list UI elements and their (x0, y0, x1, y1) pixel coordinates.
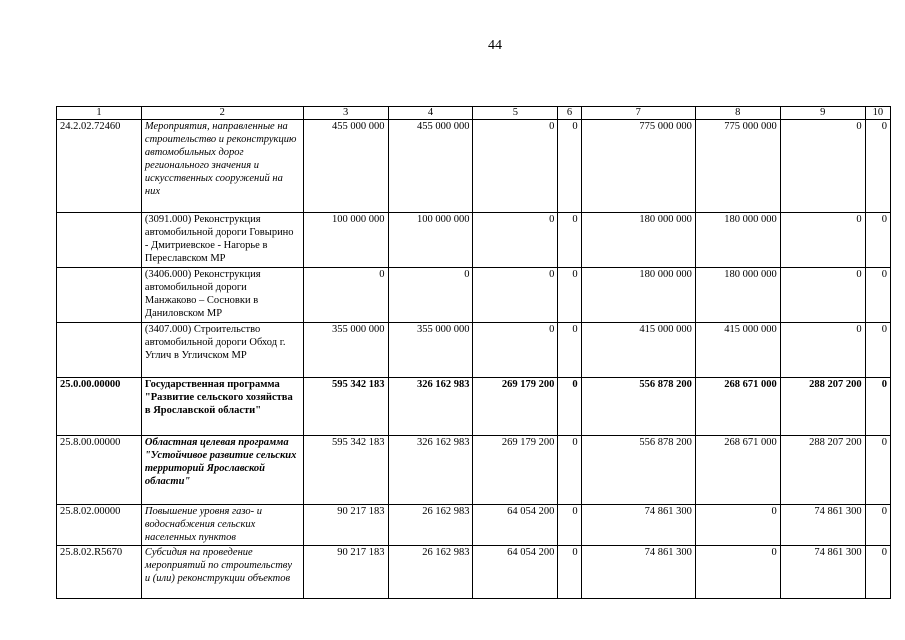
amount-cell: 0 (558, 546, 581, 599)
amount-cell: 64 054 200 (473, 546, 558, 599)
amount-cell: 0 (865, 268, 890, 323)
amount-cell: 0 (865, 120, 890, 213)
budget-code-cell: 25.8.00.00000 (57, 436, 142, 505)
amount-cell: 0 (865, 505, 890, 546)
amount-cell: 415 000 000 (695, 323, 780, 378)
header-row (57, 107, 891, 120)
amount-cell: 0 (695, 505, 780, 546)
amount-cell: 0 (473, 120, 558, 213)
amount-cell: 0 (558, 505, 581, 546)
item-name-cell: Повышение уровня газо- и водоснабжения сельских населенных пунктов (141, 505, 303, 546)
amount-cell: 0 (780, 213, 865, 268)
item-name-cell: Областная целевая программа "Устойчивое развитие сельских территорий Ярославской области" (141, 436, 303, 505)
column-header: 4 (388, 107, 473, 120)
amount-cell: 64 054 200 (473, 505, 558, 546)
amount-cell: 455 000 000 (303, 120, 388, 213)
amount-cell: 0 (558, 436, 581, 505)
amount-cell: 0 (780, 120, 865, 213)
amount-cell: 74 861 300 (581, 546, 695, 599)
item-name-cell: Государственная программа "Развитие сельского хозяйства в Ярославской области" (141, 378, 303, 436)
amount-cell: 26 162 983 (388, 505, 473, 546)
amount-cell: 0 (695, 546, 780, 599)
amount-cell: 0 (473, 213, 558, 268)
amount-cell: 775 000 000 (581, 120, 695, 213)
amount-cell: 74 861 300 (581, 505, 695, 546)
amount-cell: 74 861 300 (780, 505, 865, 546)
amount-cell: 775 000 000 (695, 120, 780, 213)
budget-code-cell: 25.0.00.00000 (57, 378, 142, 436)
table-row (57, 378, 891, 436)
amount-cell: 269 179 200 (473, 378, 558, 436)
amount-cell: 0 (780, 323, 865, 378)
amount-cell: 455 000 000 (388, 120, 473, 213)
amount-cell: 0 (558, 378, 581, 436)
table-row (57, 505, 891, 546)
amount-cell: 0 (558, 120, 581, 213)
table-row (57, 436, 891, 505)
item-name-cell: Мероприятия, направленные на строительство и реконструкцию автомобильных дорог регионального значения и искусственных сооружений на них (141, 120, 303, 213)
amount-cell: 595 342 183 (303, 436, 388, 505)
amount-cell: 0 (865, 546, 890, 599)
amount-cell: 326 162 983 (388, 436, 473, 505)
amount-cell: 415 000 000 (581, 323, 695, 378)
budget-code-cell (57, 213, 142, 268)
amount-cell: 326 162 983 (388, 378, 473, 436)
amount-cell: 288 207 200 (780, 436, 865, 505)
item-name-cell: (3091.000) Реконструкция автомобильной дороги Говырино - Дмитриевское - Нагорье в Переславском МР (141, 213, 303, 268)
budget-code-cell: 24.2.02.72460 (57, 120, 142, 213)
amount-cell: 355 000 000 (303, 323, 388, 378)
amount-cell: 100 000 000 (388, 213, 473, 268)
amount-cell: 0 (865, 323, 890, 378)
amount-cell: 269 179 200 (473, 436, 558, 505)
table-row (57, 120, 891, 213)
budget-code-cell (57, 323, 142, 378)
column-header: 6 (558, 107, 581, 120)
amount-cell: 0 (865, 378, 890, 436)
amount-cell: 268 671 000 (695, 436, 780, 505)
column-header: 1 (57, 107, 142, 120)
amount-cell: 0 (473, 268, 558, 323)
table-row (57, 268, 891, 323)
amount-cell: 0 (473, 323, 558, 378)
amount-cell: 100 000 000 (303, 213, 388, 268)
amount-cell: 355 000 000 (388, 323, 473, 378)
amount-cell: 0 (865, 436, 890, 505)
amount-cell: 0 (865, 213, 890, 268)
amount-cell: 595 342 183 (303, 378, 388, 436)
amount-cell: 0 (388, 268, 473, 323)
budget-table (56, 106, 891, 599)
budget-code-cell: 25.8.02.00000 (57, 505, 142, 546)
amount-cell: 268 671 000 (695, 378, 780, 436)
amount-cell: 26 162 983 (388, 546, 473, 599)
item-name-cell: (3407.000) Строительство автомобильной дороги Обход г. Углич в Угличском МР (141, 323, 303, 378)
amount-cell: 90 217 183 (303, 546, 388, 599)
item-name-cell: (3406.000) Реконструкция автомобильной дороги Манжаково – Сосновки в Даниловском МР (141, 268, 303, 323)
amount-cell: 180 000 000 (695, 268, 780, 323)
column-header: 2 (141, 107, 303, 120)
column-header: 3 (303, 107, 388, 120)
amount-cell: 180 000 000 (581, 213, 695, 268)
column-header: 5 (473, 107, 558, 120)
table-row (57, 323, 891, 378)
amount-cell: 74 861 300 (780, 546, 865, 599)
item-name-cell: Субсидия на проведение мероприятий по строительству и (или) реконструкции объектов (141, 546, 303, 599)
amount-cell: 0 (558, 213, 581, 268)
amount-cell: 0 (558, 268, 581, 323)
amount-cell: 288 207 200 (780, 378, 865, 436)
amount-cell: 556 878 200 (581, 378, 695, 436)
amount-cell: 180 000 000 (695, 213, 780, 268)
budget-code-cell (57, 268, 142, 323)
column-header: 7 (581, 107, 695, 120)
amount-cell: 556 878 200 (581, 436, 695, 505)
amount-cell: 0 (780, 268, 865, 323)
table-row (57, 213, 891, 268)
column-header: 9 (780, 107, 865, 120)
table-row (57, 546, 891, 599)
table-body (57, 120, 891, 599)
column-header: 10 (865, 107, 890, 120)
amount-cell: 90 217 183 (303, 505, 388, 546)
amount-cell: 180 000 000 (581, 268, 695, 323)
amount-cell: 0 (558, 323, 581, 378)
page-number: 44 (488, 38, 502, 53)
column-header: 8 (695, 107, 780, 120)
amount-cell: 0 (303, 268, 388, 323)
budget-code-cell: 25.8.02.R5670 (57, 546, 142, 599)
